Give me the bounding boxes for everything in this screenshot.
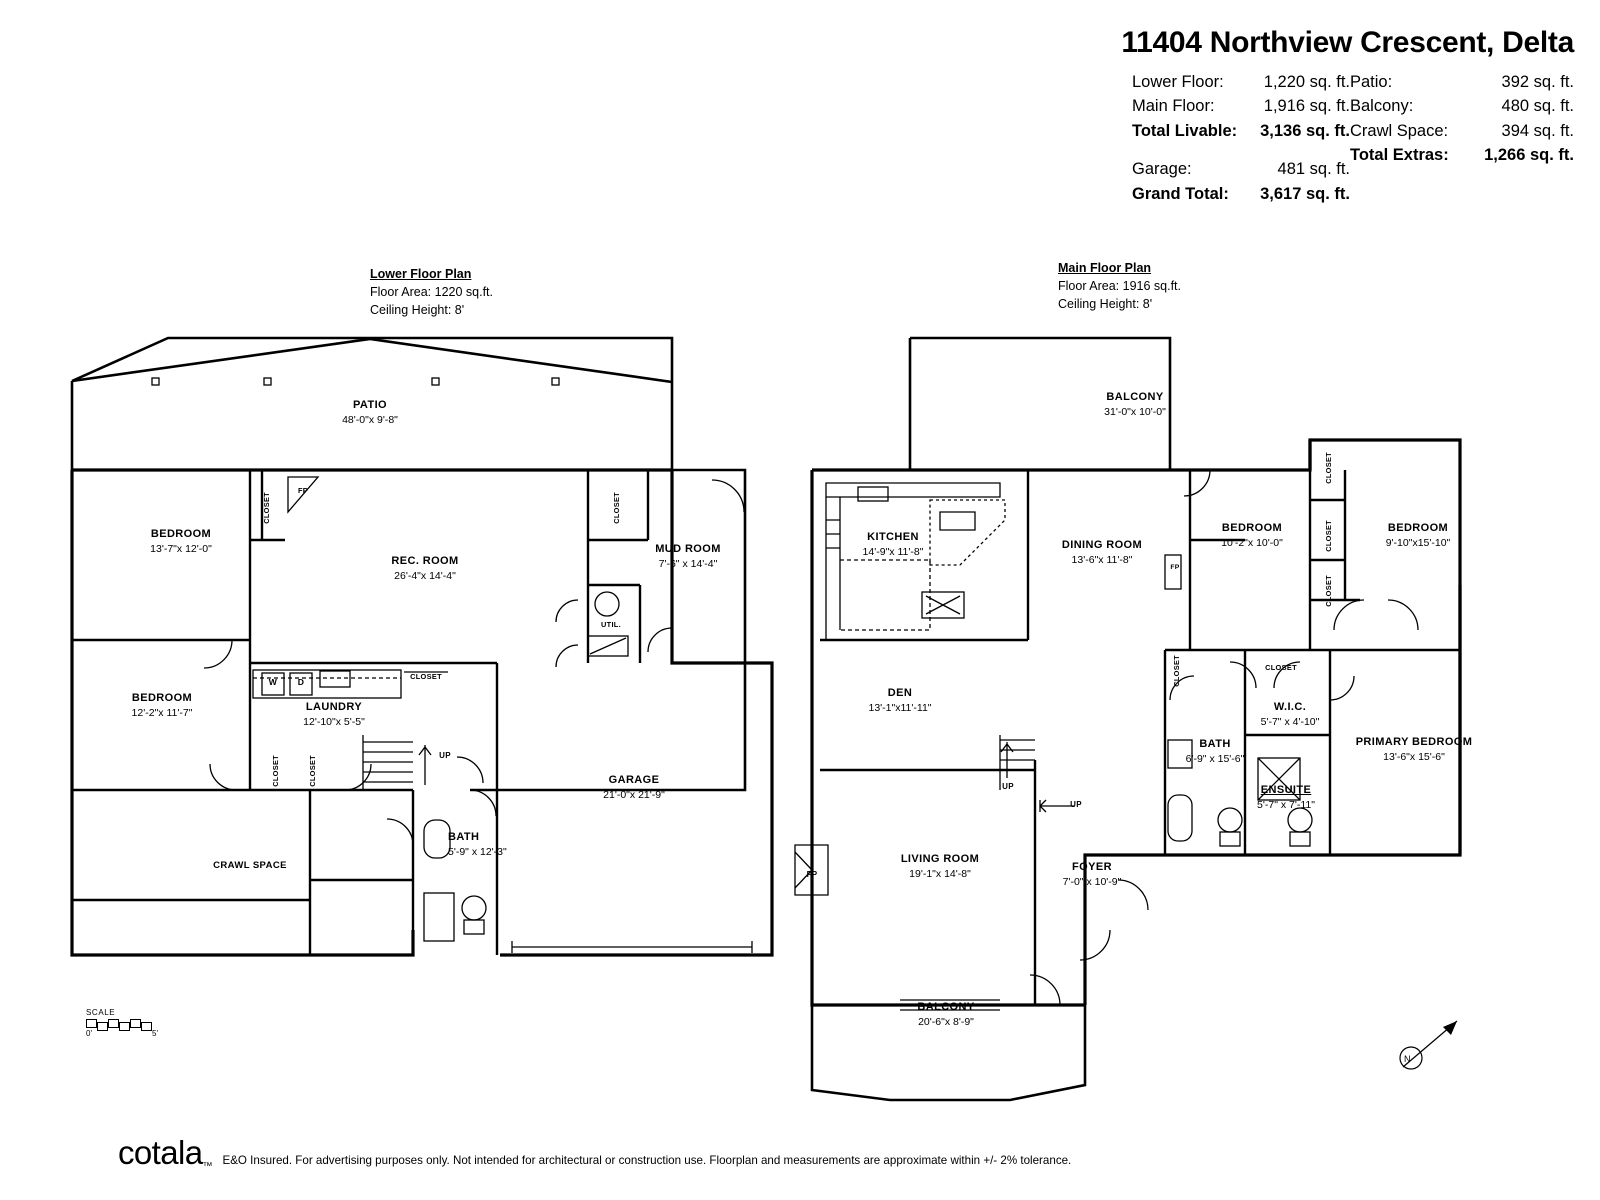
area-summary-left (1132, 70, 1350, 206)
room-name: BEDROOM (131, 692, 193, 704)
summary-value: 3,136 sq. ft. (1260, 121, 1350, 140)
room-garage (562, 773, 706, 802)
tag-up-main: UP (1002, 782, 1014, 791)
footer (118, 1134, 1071, 1172)
room-bath-main (1166, 737, 1264, 766)
main-floor-plan-heading (1058, 259, 1181, 313)
tag-fireplace: FP (297, 486, 309, 495)
summary-value: 481 sq. ft. (1277, 160, 1350, 179)
tag-closet: CLOSET (612, 492, 621, 524)
tag-closet: CLOSET (1324, 520, 1333, 552)
tag-closet: CLOSET (1265, 663, 1297, 672)
room-dim: 10'-2"x 10'-0" (1221, 536, 1283, 549)
summary-label: Crawl Space: (1350, 121, 1449, 140)
room-name: CRAWL SPACE (213, 860, 287, 871)
room-name: REC. ROOM (391, 555, 459, 567)
lower-floor-plan-heading (370, 265, 493, 319)
room-name: W.I.C. (1273, 701, 1307, 713)
tag-dryer: D (297, 677, 305, 687)
room-dim: 13'-6"x 11'-8" (1071, 553, 1133, 566)
summary-value: 1,916 sq. ft. (1263, 97, 1350, 116)
room-dim: 31'-0"x 10'-0" (1104, 405, 1166, 418)
summary-row (1350, 119, 1574, 143)
compass-rose (1395, 1015, 1467, 1075)
room-dim: 20'-6"x 8'-9" (918, 1015, 974, 1028)
summary-label: Lower Floor: (1132, 73, 1224, 91)
summary-value: 392 sq. ft. (1501, 73, 1574, 91)
room-dim: 14'-9"x 11'-8" (862, 545, 924, 558)
page-title: 11404 Northview Crescent, Delta (1121, 26, 1574, 59)
room-ensuite (1238, 783, 1334, 812)
room-bedroom-main-1 (1188, 521, 1316, 550)
tag-up-foyer: UP (1070, 800, 1082, 809)
room-dining-room (1028, 538, 1176, 567)
room-name: FOYER (1072, 861, 1112, 873)
tag-fireplace: FP (806, 870, 818, 879)
room-dim: 13'-1"x11'-11" (868, 701, 932, 714)
tag-utility: UTIL. (601, 620, 621, 629)
svg-text:N: N (1404, 1054, 1411, 1064)
summary-value: 394 sq. ft. (1501, 121, 1574, 140)
main-plan-area: Floor Area: 1916 sq.ft. (1058, 279, 1181, 294)
room-walk-in-closet (1240, 700, 1340, 729)
summary-spacer (1132, 143, 1350, 157)
summary-label: Total Livable: (1132, 121, 1238, 140)
room-dim: 9'-10"x15'-10" (1385, 536, 1451, 549)
room-dim: 7'-6" x 14'-4" (658, 557, 718, 570)
scale-min: 0' (86, 1029, 92, 1038)
tag-closet: CLOSET (271, 755, 280, 787)
tag-closet: CLOSET (1172, 655, 1181, 687)
summary-label: Grand Total: (1132, 184, 1229, 203)
room-name: PATIO (353, 399, 387, 411)
room-rec-room (352, 554, 498, 583)
summary-label: Balcony: (1350, 97, 1414, 116)
summary-label: Patio: (1350, 73, 1393, 91)
room-name: DEN (887, 687, 913, 699)
room-name: BEDROOM (1387, 522, 1449, 534)
room-name: BALCONY (917, 1001, 975, 1013)
compass-icon (1395, 1015, 1467, 1075)
brand-name: cotala (118, 1134, 203, 1171)
room-name: ENSUITE (1260, 784, 1312, 796)
room-name: BALCONY (1106, 391, 1164, 403)
summary-row (1132, 182, 1350, 206)
scale-bar (86, 1008, 158, 1038)
room-kitchen (838, 530, 948, 559)
room-mud-room (622, 542, 754, 571)
room-dim: 5'-7" x 7'-11" (1257, 798, 1315, 811)
tag-closet: CLOSET (262, 492, 271, 524)
room-dim: 5'-7" x 4'-10" (1260, 715, 1320, 728)
summary-label: Garage: (1132, 160, 1192, 179)
summary-row (1132, 70, 1350, 94)
room-primary-bedroom (1340, 735, 1488, 764)
room-name: BEDROOM (150, 528, 212, 540)
summary-row (1350, 70, 1574, 94)
room-dim: 26'-4"x 14'-4" (394, 569, 456, 582)
tag-fireplace: FP (1170, 564, 1180, 571)
summary-row (1132, 119, 1350, 143)
scale-graphic (86, 1019, 152, 1028)
room-name: GARAGE (608, 774, 660, 786)
room-balcony-upper (1060, 390, 1210, 419)
room-name: DINING ROOM (1061, 539, 1143, 551)
room-dim: 12'-10"x 5'-5" (303, 715, 365, 728)
tag-closet: CLOSET (410, 672, 442, 681)
summary-row (1350, 94, 1574, 118)
room-name: LIVING ROOM (900, 853, 980, 865)
room-name: BEDROOM (1221, 522, 1283, 534)
room-crawl-space (208, 860, 292, 872)
summary-value: 480 sq. ft. (1501, 97, 1574, 116)
brand-logo (118, 1134, 212, 1172)
room-den (842, 686, 958, 715)
room-name: BATH (448, 831, 480, 843)
room-dim: 19'-1"x 14'-8" (909, 867, 971, 880)
summary-row (1350, 143, 1574, 167)
room-name: BATH (1199, 738, 1231, 750)
room-dim: 13'-6"x 15'-6" (1383, 750, 1445, 763)
room-dim: 5'-9" x 12'-3" (448, 845, 507, 858)
room-name: MUD ROOM (655, 543, 721, 555)
summary-row (1132, 94, 1350, 118)
room-bedroom-lower-2 (90, 691, 234, 720)
room-bedroom-lower-1 (108, 527, 254, 556)
room-dim: 7'-0" x 10'-9" (1062, 875, 1122, 888)
room-laundry (262, 700, 406, 729)
scale-max: 5' (152, 1029, 158, 1038)
disclaimer-text: E&O Insured. For advertising purposes only. Not intended for architectural or construction use. Floorplan and measurements are approximate within +/- 2% tolerance. (222, 1154, 1072, 1167)
area-summary-right (1350, 70, 1574, 206)
room-balcony-lower (872, 1000, 1020, 1029)
main-plan-title: Main Floor Plan (1058, 261, 1152, 275)
room-dim: 48'-0"x 9'-8" (342, 413, 398, 426)
tag-closet: CLOSET (308, 755, 317, 787)
room-dim: 21'-0"x 21'-9" (603, 788, 665, 801)
room-dim: 13'-7"x 12'-0" (150, 542, 212, 555)
lower-plan-ceiling: Ceiling Height: 8' (370, 303, 465, 318)
brand-trademark: ™ (202, 1161, 213, 1172)
summary-value: 1,266 sq. ft. (1484, 146, 1574, 165)
lower-plan-title: Lower Floor Plan (370, 267, 472, 281)
summary-value: 1,220 sq. ft. (1263, 73, 1350, 91)
scale-label: SCALE (86, 1008, 116, 1017)
room-bath-lower (448, 830, 508, 859)
room-living-room (866, 852, 1014, 881)
room-name: LAUNDRY (305, 701, 363, 713)
main-plan-ceiling: Ceiling Height: 8' (1058, 297, 1153, 312)
summary-label: Main Floor: (1132, 97, 1215, 116)
room-name: PRIMARY BEDROOM (1355, 736, 1473, 748)
room-patio (300, 398, 440, 427)
room-name: KITCHEN (867, 531, 919, 543)
tag-washer: W (268, 677, 278, 687)
area-summary (1121, 70, 1574, 206)
summary-row (1132, 157, 1350, 181)
tag-up-lower: UP (439, 751, 451, 760)
tag-closet: CLOSET (1324, 452, 1333, 484)
room-foyer (1038, 860, 1146, 889)
summary-label: Total Extras: (1350, 146, 1449, 165)
room-dim: 6'-9" x 15'-6" (1185, 752, 1245, 765)
header (1121, 26, 1574, 206)
room-dim: 12'-2"x 11'-7" (131, 706, 193, 719)
lower-plan-area: Floor Area: 1220 sq.ft. (370, 285, 493, 300)
tag-closet: CLOSET (1324, 575, 1333, 607)
room-bedroom-main-2 (1352, 521, 1484, 550)
summary-value: 3,617 sq. ft. (1260, 184, 1350, 203)
